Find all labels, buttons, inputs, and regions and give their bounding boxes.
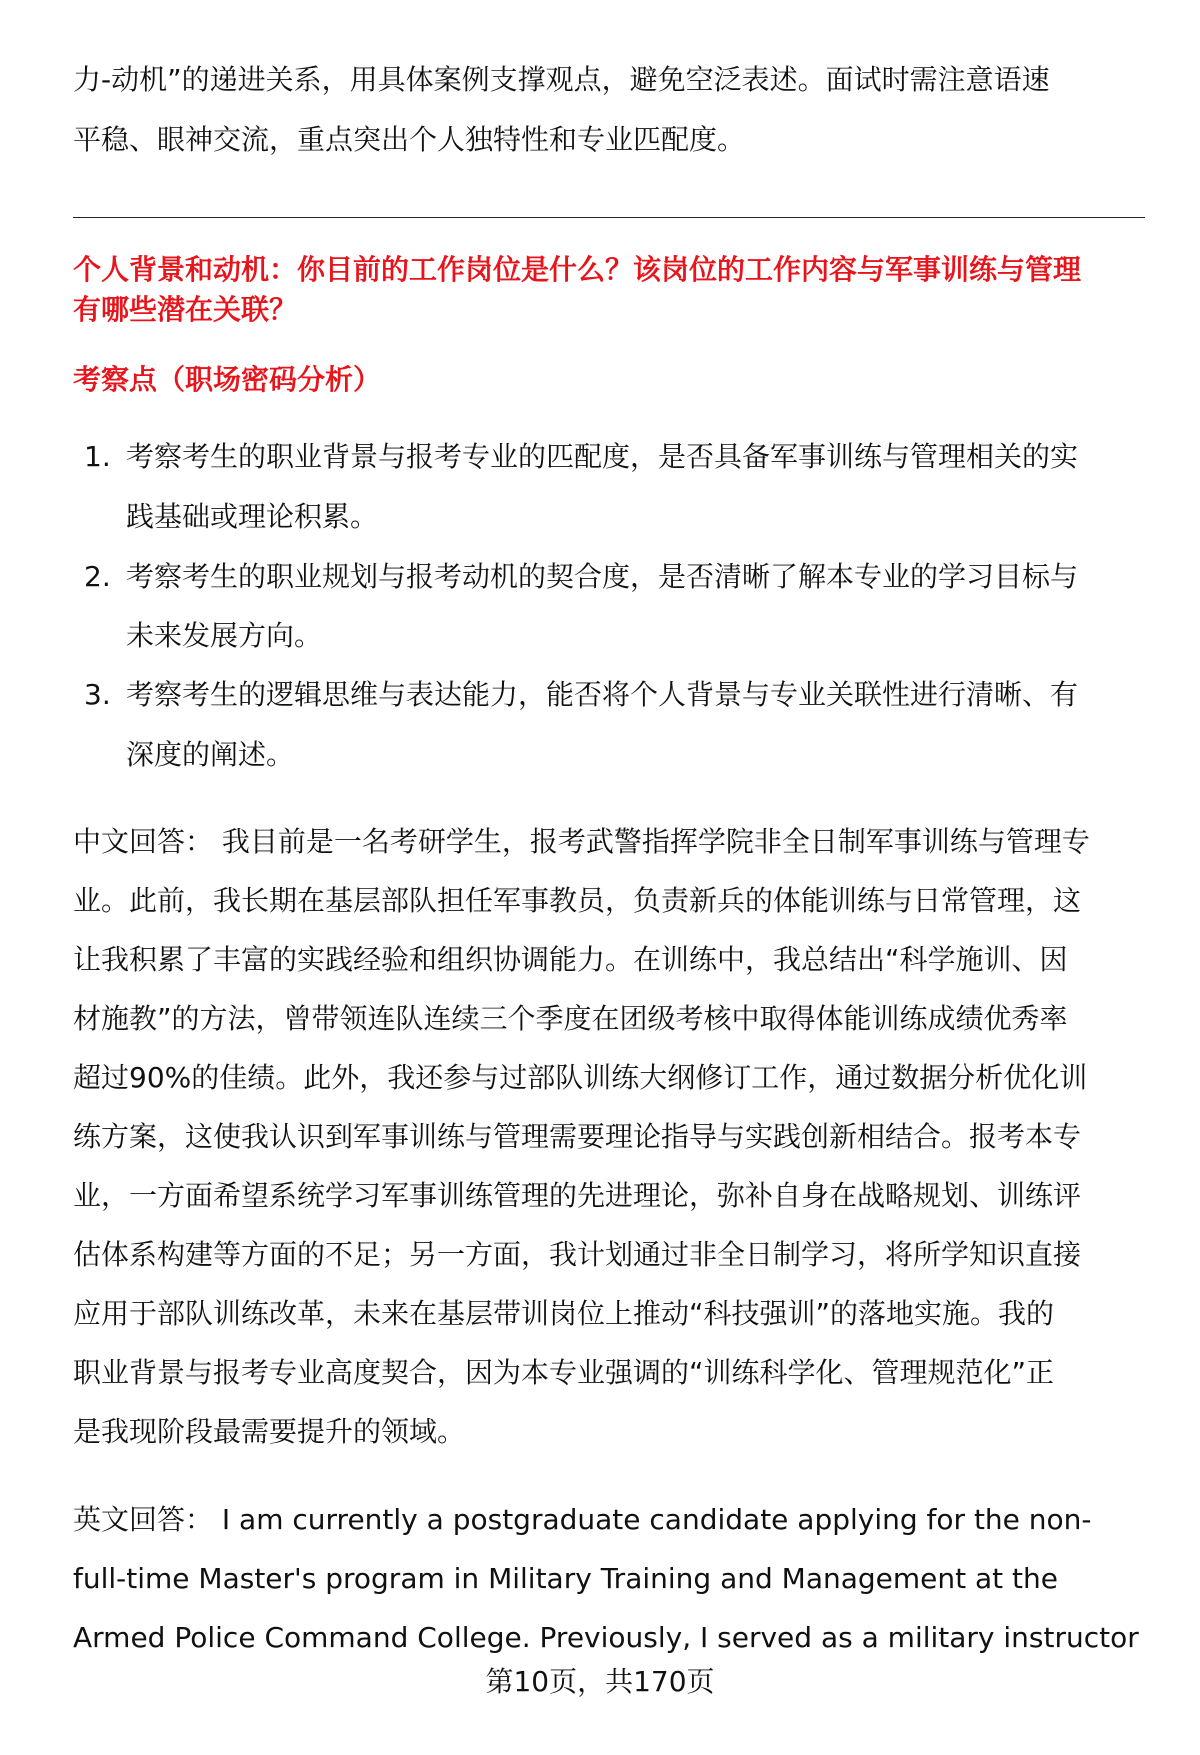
answer-line: 超过90%的佳绩。此外，我还参与过部队训练大纲修订工作，通过数据分析优化训 xyxy=(73,1061,1088,1094)
answer-line: 职业背景与报考专业高度契合，因为本专业强调的“训练科学化、管理规范化”正 xyxy=(73,1356,1055,1389)
answer-line: 英文回答： I am currently a postgraduate candidate applying for the non- xyxy=(73,1503,1092,1536)
answer-line: Armed Police Command College. Previously, I served as a military instructor xyxy=(73,1621,1139,1654)
list-item-line: 考察考生的职业规划与报考动机的契合度，是否清晰了解本专业的学习目标与 xyxy=(126,560,1079,593)
list-number: 2. xyxy=(84,560,111,593)
list-number: 1. xyxy=(84,440,111,473)
question-line: 个人背景和动机：你目前的工作岗位是什么？该岗位的工作内容与军事训练与管理 xyxy=(73,253,1082,286)
list-item-line: 考察考生的逻辑思维与表达能力，能否将个人背景与专业关联性进行清晰、有 xyxy=(126,678,1079,711)
answer-line: 让我积累了丰富的实践经验和组织协调能力。在训练中，我总结出“科学施训、因 xyxy=(73,943,1068,976)
answer-line: 应用于部队训练改革，未来在基层带训岗位上推动“科技强训”的落地实施。我的 xyxy=(73,1297,1055,1330)
answer-line: 练方案，这使我认识到军事训练与管理需要理论指导与实践创新相结合。报考本专 xyxy=(73,1120,1082,1153)
answer-line: 估体系构建等方面的不足；另一方面，我计划通过非全日制学习，将所学知识直接 xyxy=(73,1238,1082,1271)
answer-line: 是我现阶段最需要提升的领域。 xyxy=(73,1415,466,1448)
text-line: 力-动机”的递进关系，用具体案例支撑观点，避免空泛表述。面试时需注意语速 xyxy=(73,63,1050,96)
divider xyxy=(73,217,1145,218)
question-line: 有哪些潜在关联？ xyxy=(73,293,298,326)
list-number: 3. xyxy=(84,678,111,711)
text-line: 平稳、眼神交流，重点突出个人独特性和专业匹配度。 xyxy=(73,123,746,156)
list-item-line: 深度的阐述。 xyxy=(126,738,295,771)
section-title: 考察点（职场密码分析） xyxy=(73,363,382,396)
answer-line: full-time Master's program in Military Training and Management at the xyxy=(73,1562,1058,1595)
answer-line: 业，一方面希望系统学习军事训练管理的先进理论，弥补自身在战略规划、训练评 xyxy=(73,1179,1082,1212)
page-number: 第10页，共170页 xyxy=(485,1665,715,1698)
answer-line: 业。此前，我长期在基层部队担任军事教员，负责新兵的体能训练与日常管理，这 xyxy=(73,884,1082,917)
list-item-line: 考察考生的职业背景与报考专业的匹配度，是否具备军事训练与管理相关的实 xyxy=(126,440,1079,473)
answer-line: 材施教”的方法，曾带领连队连续三个季度在团级考核中取得体能训练成绩优秀率 xyxy=(73,1002,1068,1035)
list-item-line: 践基础或理论积累。 xyxy=(126,500,379,533)
answer-line: 中文回答： 我目前是一名考研学生，报考武警指挥学院非全日制军事训练与管理专 xyxy=(73,825,1090,858)
list-item-line: 未来发展方向。 xyxy=(126,619,323,652)
